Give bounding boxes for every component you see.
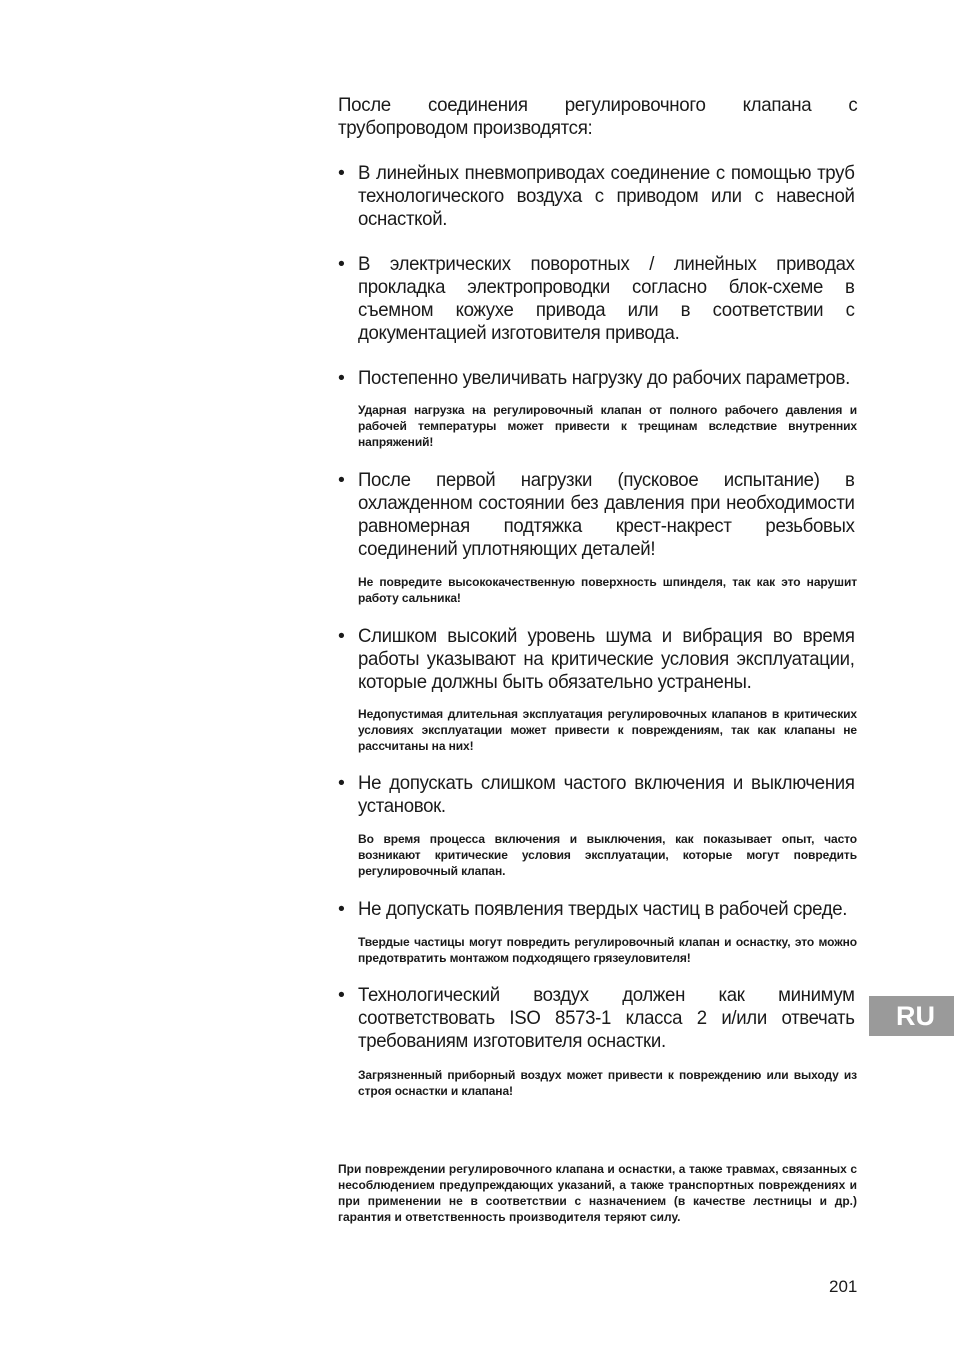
bullet-icon: • (338, 625, 345, 647)
list-item-text: В линейных пневмоприводах соединение с помощью труб технологического воздуха с приводом или с навесной оснасткой. (358, 162, 855, 230)
list-item (338, 772, 857, 879)
warning-note: Твердые частицы могут повредить регулировочный клапан и оснастку, это можно предотвратить монтажом подходящего грязеуловителя! (358, 935, 857, 965)
bullet-icon: • (338, 898, 345, 920)
page-number: 201 (829, 1277, 858, 1296)
list-item (338, 625, 857, 754)
warning-note: Недопустимая длительная эксплуатация регулировочных клапанов в критических условиях эксплуатации может привести к повреждениям, так как клапаны не рассчитаны на них! (358, 707, 857, 753)
warranty-note: При повреждении регулировочного клапана и оснастки, а также травмах, связанных с несоблюдением предупреждающих указаний, а также транспортных повреждениях и при применении не в соответствии с назначением (в качестве лестницы и др.) гарантия и ответственность производителя теряют силу. (338, 1162, 857, 1224)
list-item (338, 469, 857, 606)
list-item (338, 367, 857, 450)
warning-note: Во время процесса включения и выключения, как показывает опыт, часто возникают критические условия эксплуатации, которые могут повредить регулировочный клапан. (358, 832, 857, 878)
list-item-text: Технологический воздух должен как минимум соответствовать ISO 8573-1 класса 2 и/или отвечать требованиям изготовителя оснастки. (358, 984, 855, 1052)
list-item (338, 253, 857, 345)
list-item (338, 898, 857, 966)
list-item (338, 162, 857, 231)
warning-note: Не повредите высококачественную поверхность шпинделя, так как это нарушит работу сальника! (358, 575, 857, 605)
instruction-list (338, 162, 857, 1099)
list-item-text: Не допускать слишком частого включения и выключения установок. (358, 772, 855, 817)
list-item-text: Не допускать появления твердых частиц в рабочей среде. (358, 898, 848, 920)
list-item-text: Постепенно увеличивать нагрузку до рабочих параметров. (358, 367, 850, 389)
list-item-text: Слишком высокий уровень шума и вибрация во время работы указывают на критические условия эксплуатации, которые должны быть обязательно устранены. (358, 625, 855, 693)
list-item-text: В электрических поворотных / линейных приводах прокладка электропроводки согласно блок-схеме в съемном кожухе привода или в соответствии с документацией изготовителя привода. (358, 253, 855, 344)
warning-note: Загрязненный приборный воздух может привести к повреждению или выходу из строя оснастки и клапана! (358, 1068, 857, 1098)
bullet-icon: • (338, 984, 345, 1006)
bullet-icon: • (338, 162, 345, 184)
language-tab: RU (869, 996, 954, 1036)
bullet-icon: • (338, 367, 345, 389)
list-item-text: После первой нагрузки (пусковое испытание) в охлажденном состоянии без давления при необходимости равномерная подтяжка крест-накрест резьбовых соединений уплотняющих деталей! (358, 469, 855, 560)
warning-note: Ударная нагрузка на регулировочный клапан от полного рабочего давления и рабочей температуры может привести к трещинам вследствие внутренних напряжений! (358, 403, 857, 449)
bullet-icon: • (338, 253, 345, 275)
bullet-icon: • (338, 469, 345, 491)
bullet-icon: • (338, 772, 345, 794)
list-item (338, 984, 857, 1099)
intro-paragraph: После соединения регулировочного клапана с трубопроводом производятся: (338, 94, 858, 139)
main-content (338, 94, 857, 1099)
